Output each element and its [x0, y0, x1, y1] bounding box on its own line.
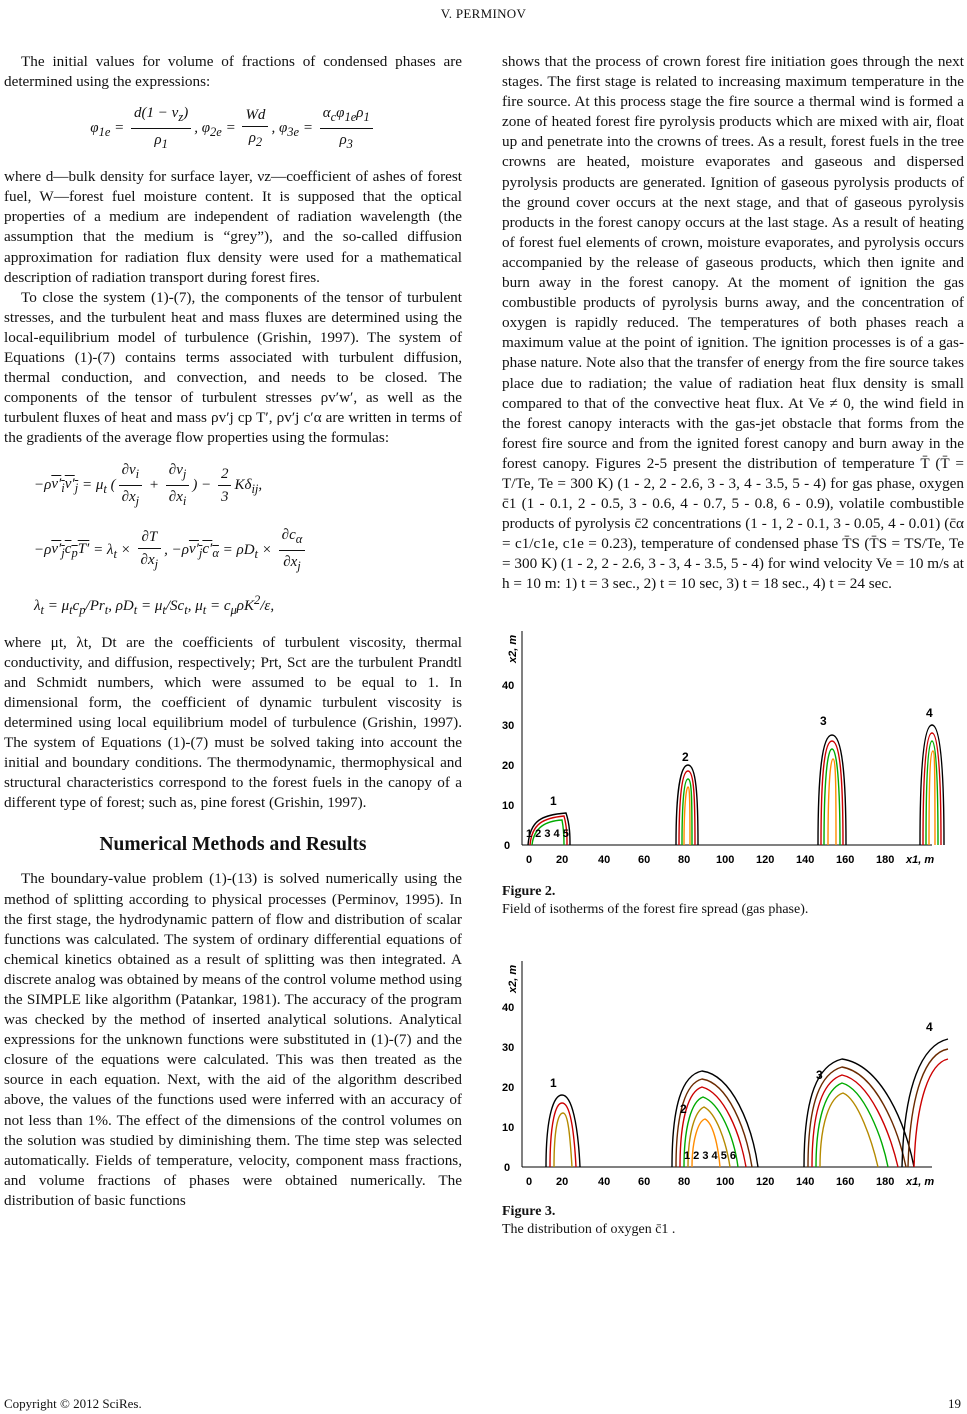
curve-label: 2 [682, 749, 689, 764]
paragraph: The initial values for volume of fractions of condensed phases are determined using the expressions: [4, 53, 462, 91]
equation-initial-fractions: $\varphi_{1e}$ = $\frac{d(1 - \nu_z)}{\rho_1}$ , $\varphi_{2e}$ = $\frac{Wd}{\rho_2}$ , $\varphi_{3e}$ = $\frac{\alpha_c\varphi_{1e}\rho_1}{\rho_3}$ [4, 102, 462, 155]
y-tick: 10 [502, 1121, 515, 1134]
page-number: 19 [948, 1396, 961, 1411]
x-tick: 60 [638, 1175, 651, 1188]
x-tick: 160 [836, 853, 855, 866]
curve-label: 4 [926, 705, 933, 720]
y-axis-label: x2, m [507, 634, 519, 663]
x-tick: 80 [678, 1175, 691, 1188]
left-column [4, 52, 462, 1211]
inner-labels: 1 2 3 4 5 [526, 827, 569, 840]
section-heading: Numerical Methods and Results [99, 834, 367, 856]
x-axis-label: x1, m [906, 853, 935, 866]
x-tick: 100 [716, 1175, 735, 1188]
right-column [502, 52, 964, 1239]
figure-3-caption: The distribution of oxygen c̄1 . [502, 1221, 676, 1237]
figure-2-plot [502, 625, 964, 875]
curve-label: 1 [550, 1075, 557, 1090]
paragraph: where d—bulk density for surface layer, νz—coefficient of ashes of forest fuel, W—forest fuel moisture content. It is supposed that the optical properties of a medium are independent of radiation wavelength (the assumption that the medium is “grey”), and the so-called diffusion approximation for radiation flux density were used for a mathematical description of radiation transport during forest fires. [4, 168, 462, 286]
x-tick: 0 [526, 853, 533, 866]
x-tick: 80 [678, 853, 691, 866]
y-tick: 0 [504, 1161, 511, 1174]
curve-label: 3 [816, 1067, 823, 1082]
equation-coefficients: $\lambda_t = \mu_tc_p/Pr_t$, $\rho D_t = \mu_t/Sc_t$, $\mu_t = c_\mu\rho K^2/\varepsilon$, [34, 592, 275, 617]
y-tick: 20 [502, 1081, 515, 1094]
running-head: V. PERMINOV [440, 6, 527, 21]
x-tick: 20 [556, 853, 569, 866]
curve-label: 2 [680, 1101, 687, 1116]
y-axis-label: x2, m [507, 964, 519, 993]
curve-label: 1 [550, 793, 557, 808]
figure-2 [502, 625, 964, 919]
x-tick: 160 [836, 1175, 855, 1188]
y-tick: 0 [504, 839, 511, 852]
y-tick: 30 [502, 719, 515, 732]
x-tick: 120 [756, 1175, 775, 1188]
x-tick: 100 [716, 853, 735, 866]
footer-copyright: Copyright © 2012 SciRes. [4, 1396, 142, 1411]
y-tick: 40 [502, 679, 515, 692]
y-tick: 10 [502, 799, 515, 812]
figure-3-plot [502, 955, 964, 1195]
x-tick: 140 [796, 853, 815, 866]
x-tick: 180 [876, 853, 895, 866]
figure-2-caption: Field of isotherms of the forest fire spread (gas phase). [502, 901, 809, 917]
x-tick: 40 [598, 853, 611, 866]
paragraph: shows that the process of crown forest fire initiation goes through the next stages. The first stage is related to increasing maximum temperature in the fire source. At this process stage the fire source a thermal wind is formed a zone of heated forest fire pyrolysis products which are mixed with air, float up and penetrate into the crowns of trees. As a result, forest fuels in the tree crowns are heated, moisture evaporates and gaseous and dispersed pyrolysis products are generated. Ignition of gaseous pyrolysis products of the ground cover occurs at the next stage, and that of gaseous pyrolysis products in the forest canopy occurs at the last stage. As a result of heating of forest fuel elements of crown, moisture evaporates, and pyrolysis occurs accompanied by the release of gaseous products, which then ignite and burn away in the forest canopy. At the moment of ignition the gas combustible products of pyrolysis burns away, and the concentration of oxygen is rapidly reduced. The temperatures of both phases reach a maximum value at the point of ignition. The ignition processes is of a gas-phase nature. Note also that the transfer of energy from the fire source takes place due to radiation; the value of radiation heat flux density is small compared to that of the convective heat flux. At Ve ≠ 0, the wind field in the forest canopy interacts with the gas-jet obstacle that forms from the forest fire source and from the ignited forest canopy and burn away in the forest canopy. Figures 2-5 present the distribution of temperature T̄ (T̄ = T/Te, Te = 300 K) (1 - 2, 2 - 2.6, 3 - 3, 4 - 3.5, 5 - 4) for gas phase, oxygen c̄1 (1 - 0.1, 2 - 0.5, 3 - 0.6, 4 - 0.7, 5 - 0.8, 6 - 0.9), volatile combustible products of pyrolysis c̄2 concentrations (1 - 1, 2 - 0.1, 3 - 0.05, 4 - 0.01) (c̄α = c1/c1e, c1e = 0.23), temperature of condensed phase T̄S (T̄S = TS/Te, Te = 300 K) (1 - 2, 2 - 2.6, 3 - 3, 4 - 3.5, 5 - 4) for wind velocity Ve = 10 m/s at h = 10 m: 1) t = 3 sec., 2) t = 10 sec, 3) t = 18 sec., 4) t = 24 sec. [502, 53, 964, 593]
paragraph: where μt, λt, Dt are the coefficients of turbulent viscosity, thermal conductivity, and diffusion, respectively; Prt, Sct are the turbulent Prandtl and Schmidt numbers, which were assumed to be equal to 1. In dimensional form, the coefficient of dynamic turbulent viscosity is determined using local equilibrium model of turbulence (Grishin, 1997). The system of Equations (1)-(7) must be solved taking into account the initial and boundary conditions. The thermodynamic, thermophysical and structural characteristics correspond to the forest fuels in the canopy of a different type of forest; such as, pine forest (Grishin, 1997). [4, 633, 462, 812]
paragraph: To close the system (1)-(7), the components of the tensor of turbulent stresses, and the turbulent heat and mass fluxes are determined using the local-equilibrium model of turbulence (Grishin, 1997). The system of Equations (1)-(7) contains terms associated with turbulent diffusion, thermal conduction, and convection, and needs to be closed. The components of the tensor of turbulent stresses ρv′w′, as well as the turbulent fluxes of heat and mass ρv′j cp T′, ρv′j c′α are written in terms of the gradients of the average flow properties using the formulas: [4, 288, 462, 447]
inner-labels: 1 2 3 4 5 6 [684, 1149, 736, 1162]
x-axis-label: x1, m [906, 1175, 935, 1188]
figure-3-title: Figure 3. [502, 1203, 556, 1219]
paragraph: The boundary-value problem (1)-(13) is solved numerically using the method of splitting according to physical processes (Perminov, 1995). In the first stage, the hydrodynamic pattern of flow and distribution of scalar functions was calculated. The system of ordinary differential equations of chemical kinetics obtained as a result of splitting was then integrated. A discrete analog was obtained by means of the control volume method using the SIMPLE like algorithm (Patankar, 1981). The accuracy of the program was checked by the method of inserted analytical solutions. Analytical expressions for the unknown functions were substituted in (1)-(7) and the closure of the equations were calculated. This was then treated as the source in each equation. Next, with the aid of the algorithm described above, the values of the functions used were inferred with an accuracy of not less than 1%. The effect of the dimensions of the control volumes on the solution was studied by diminishing them. The time step was selected automatically. Fields of temperature, velocity, component mass fractions, and volume fractions of phases were obtained numerically. The distribution of basic functions [4, 870, 462, 1209]
x-tick: 120 [756, 853, 775, 866]
curve-label: 4 [926, 1019, 933, 1034]
x-tick: 40 [598, 1175, 611, 1188]
figure-2-title: Figure 2. [502, 883, 556, 899]
y-tick: 40 [502, 1001, 515, 1014]
x-tick: 140 [796, 1175, 815, 1188]
x-tick: 60 [638, 853, 651, 866]
equation-turbulent-stress: $-\rho v'_iv'_j = \mu_t$ ( $\frac{\partial v_i}{\partial x_j}$ + $\frac{\partial v_j}{\partial x_i}$ ) − $\frac{2}{3}$ $K\delta_{ij}$, [4, 459, 462, 512]
y-tick: 20 [502, 759, 515, 772]
figure-3 [502, 955, 964, 1239]
y-tick: 30 [502, 1041, 515, 1054]
x-tick: 0 [526, 1175, 533, 1188]
x-tick: 20 [556, 1175, 569, 1188]
x-tick: 180 [876, 1175, 895, 1188]
curve-label: 3 [820, 713, 827, 728]
equation-turbulent-fluxes: $-\rho v'_jc_pT' = \lambda_t$ × $\frac{\partial T}{\partial x_j}$ , $-\rho v'_jc'_\alpha = \rho D_t$ × $\frac{\partial c_\alpha}{\partial x_j}$ [4, 524, 462, 577]
